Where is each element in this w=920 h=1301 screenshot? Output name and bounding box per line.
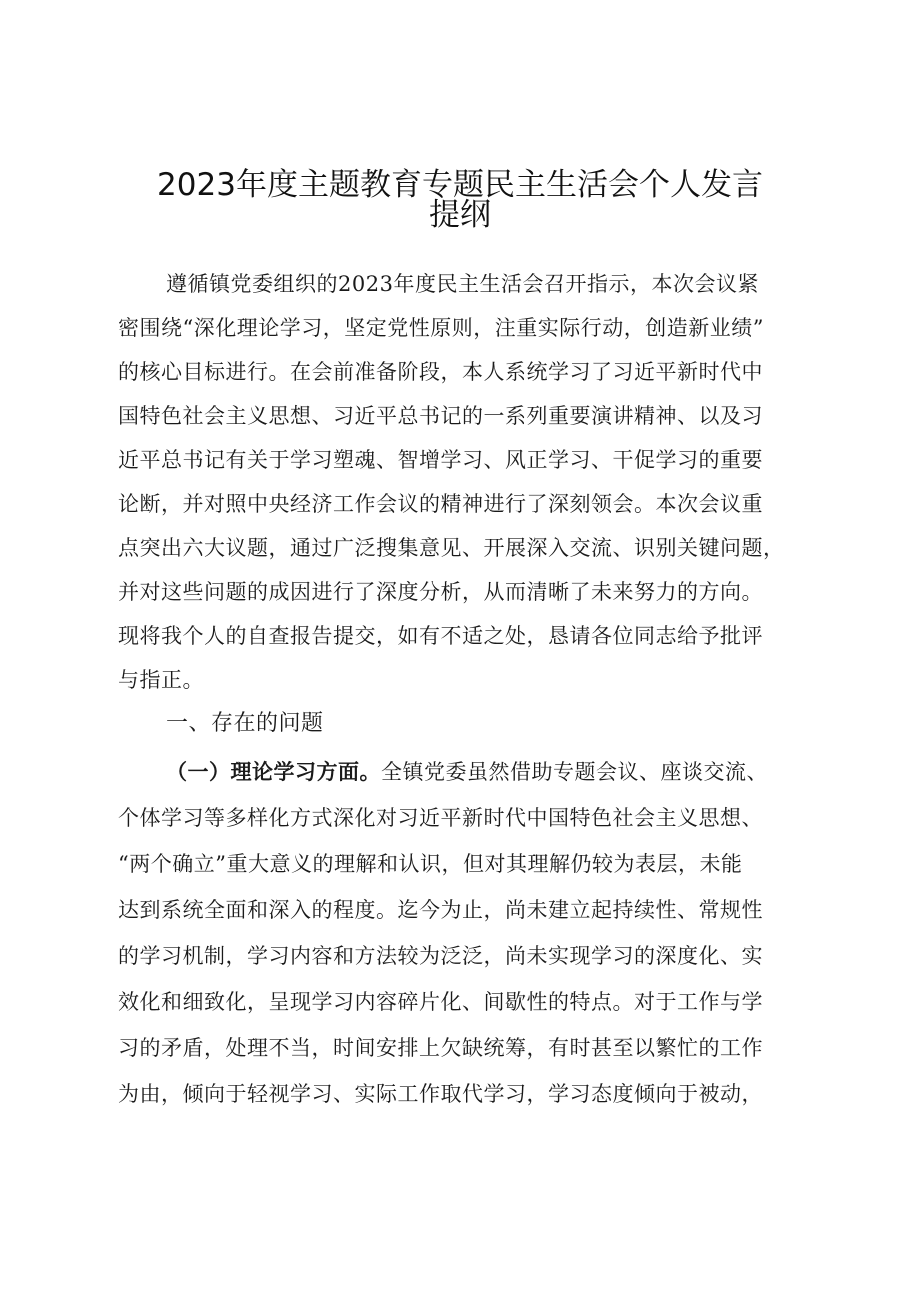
intro-line: 论断，并对照中央经济工作会议的精神进行了深刻领会。本次会议重 — [118, 492, 763, 516]
subsection-line: 习的矛盾，处理不当，时间安排上欠缺统筹，有时甚至以繁忙的工作 — [118, 1036, 763, 1060]
subsection-label: （一）理论学习方面。 — [166, 760, 381, 784]
intro-line: 密围绕“深化理论学习，坚定党性原则，注重实际行动，创造新业绩” — [118, 316, 764, 340]
section-heading: 一、存在的问题 — [166, 711, 324, 736]
intro-line: 国特色社会主义思想、习近平总书记的一系列重要演讲精神、以及习 — [118, 404, 763, 428]
intro-line: 近平总书记有关于学习塑魂、智增学习、风正学习、干促学习的重要 — [118, 448, 763, 472]
intro-line: 的核心目标进行。在会前准备阶段，本人系统学习了习近平新时代中 — [118, 360, 763, 384]
subsection-line: 达到系统全面和深入的程度。迄今为止，尚未建立起持续性、常规性 — [118, 898, 763, 922]
intro-line: 点突出六大议题，通过广泛搜集意见、开展深入交流、识别关键问题， — [118, 536, 785, 560]
subsection-first-line — [166, 750, 768, 794]
document-title-line1: 2023年度主题教育专题民主生活会个人发言 — [157, 167, 763, 203]
subsection-line: “两个确立”重大意义的理解和认识，但对其理解仍较为表层，未能 — [118, 852, 743, 876]
intro-line: 遵循镇党委组织的2023年度民主生活会召开指示，本次会议紧 — [166, 272, 759, 296]
intro-line: 并对这些问题的成因进行了深度分析，从而清晰了未来努力的方向。 — [118, 580, 763, 604]
subsection-line: 效化和细致化，呈现学习内容碎片化、间歇性的特点。对于工作与学 — [118, 990, 763, 1014]
subsection-text: 全镇党委虽然借助专题会议、座谈交流、 — [381, 760, 768, 784]
subsection-line: 个体学习等多样化方式深化对习近平新时代中国特色社会主义思想、 — [118, 806, 763, 830]
subsection-line: 为由，倾向于轻视学习、实际工作取代学习，学习态度倾向于被动， — [118, 1082, 763, 1106]
subsection-line: 的学习机制，学习内容和方法较为泛泛，尚未实现学习的深度化、实 — [118, 944, 763, 968]
intro-line: 与指正。 — [118, 668, 204, 692]
intro-line: 现将我个人的自查报告提交，如有不适之处，恳请各位同志给予批评 — [118, 624, 763, 648]
document-title-line2: 提纲 — [429, 197, 491, 233]
